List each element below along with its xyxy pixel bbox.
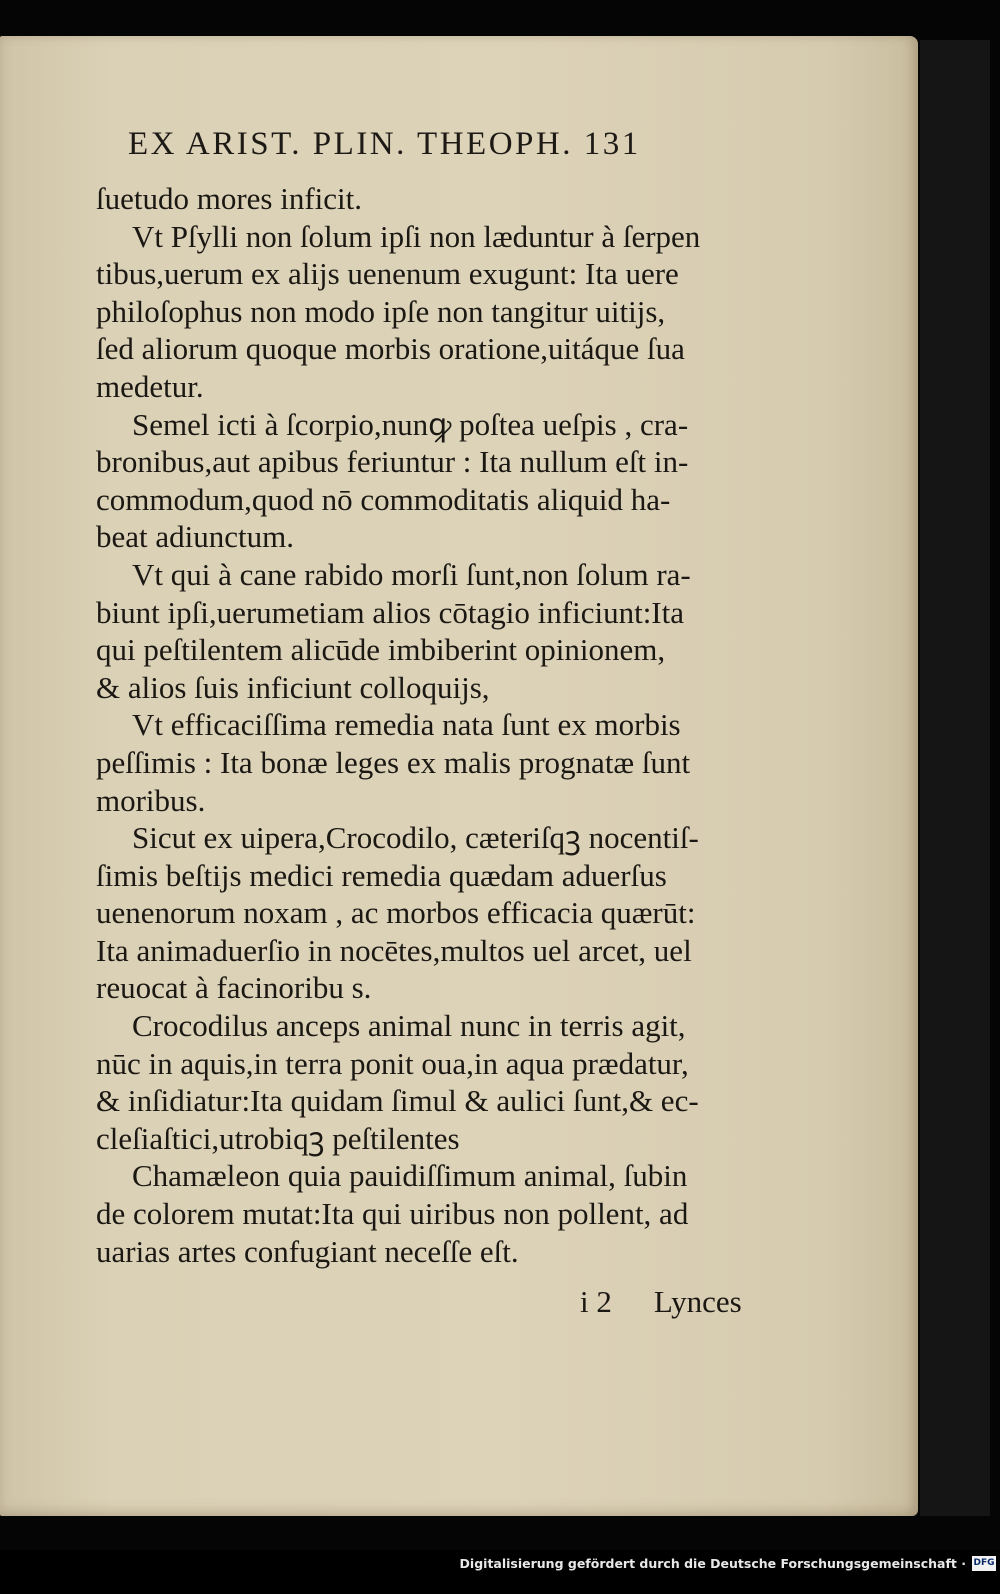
text-line: ſed aliorum quoque morbis oratione,uitáque ſua [96,331,685,367]
text-line: bronibus,aut apibus feriuntur : Ita nullum eſt in- [96,444,689,480]
text-line: Chamæleon quia pauidiſſimum animal, ſubin [132,1158,688,1194]
text-line: uenenorum noxam , ac morbos efficacia quærūt: [96,895,696,931]
text-line: medetur. [96,368,204,404]
text-line: Sicut ex uipera,Crocodilo, cæteriſqꝫ nocentiſ- [132,820,699,856]
text-line: Ita animaduerſio in nocētes,multos uel arcet, uel [96,932,692,968]
text-line: & alios ſuis inficiunt colloquijs, [96,669,490,705]
text-line: ſuetudo mores inficit. [96,181,363,216]
text-line: beat adiunctum. [96,519,294,555]
text-line: peſſimis : Ita bonæ leges ex malis prognatæ ſunt [96,744,691,780]
text-line: de colorem mutat:Ita qui uiribus non pollent, ad [96,1196,689,1232]
text-line: Crocodilus anceps animal nunc in terris agit, [132,1008,686,1044]
text-line: nūc in aquis,in terra ponit oua,in aqua prædatur, [96,1045,689,1081]
body-text [96,180,796,1270]
text-line: philoſophus non modo ipſe non tangitur uitijs, [96,293,666,329]
text-line: ſimis beſtijs medici remedia quædam aduerſus [96,857,667,893]
text-line: Semel icti à ſcorpio,nunꝙ poſtea ueſpis , cra- [132,406,689,442]
text-line: uarias artes confugiant neceſſe eſt. [96,1233,519,1269]
next-page-edge [920,40,990,1516]
text-line: & inſidiatur:Ita quidam ſimul & aulici ſunt,& ec- [96,1083,699,1119]
funding-credit: Digitalisierung gefördert durch die Deutsche Forschungsgemeinschaft · [459,1556,966,1571]
text-line: cleſiaſtici,utrobiqꝫ peſtilentes [96,1120,460,1156]
dfg-logo: DFG [972,1556,996,1571]
signature-mark: i 2 [580,1284,612,1319]
text-line: moribus. [96,782,206,818]
catchword: Lynces [653,1284,742,1319]
text-line: qui peſtilentem alicūde imbiberint opinionem, [96,632,666,668]
text-line: tibus,uerum ex alijs uenenum exugunt: Ita uere [96,256,679,292]
text-line: Vt qui à cane rabido morſi ſunt,non ſolum ra- [132,556,691,592]
text-line: biunt ipſi,uerumetiam alios cōtagio inficiunt:Ita [96,594,685,630]
text-line: commodum,quod nō commoditatis aliquid ha- [96,481,671,517]
page-foot [580,1284,790,1326]
text-line: reuocat à facinoribu s. [96,970,372,1006]
running-head: EX ARIST. PLIN. THEOPH. 131 [128,126,641,162]
text-line: Vt efficaciſſima remedia nata ſunt ex morbis [132,707,681,743]
text-line: Vt Pſylli non ſolum ipſi non læduntur à ſerpen [132,218,701,254]
